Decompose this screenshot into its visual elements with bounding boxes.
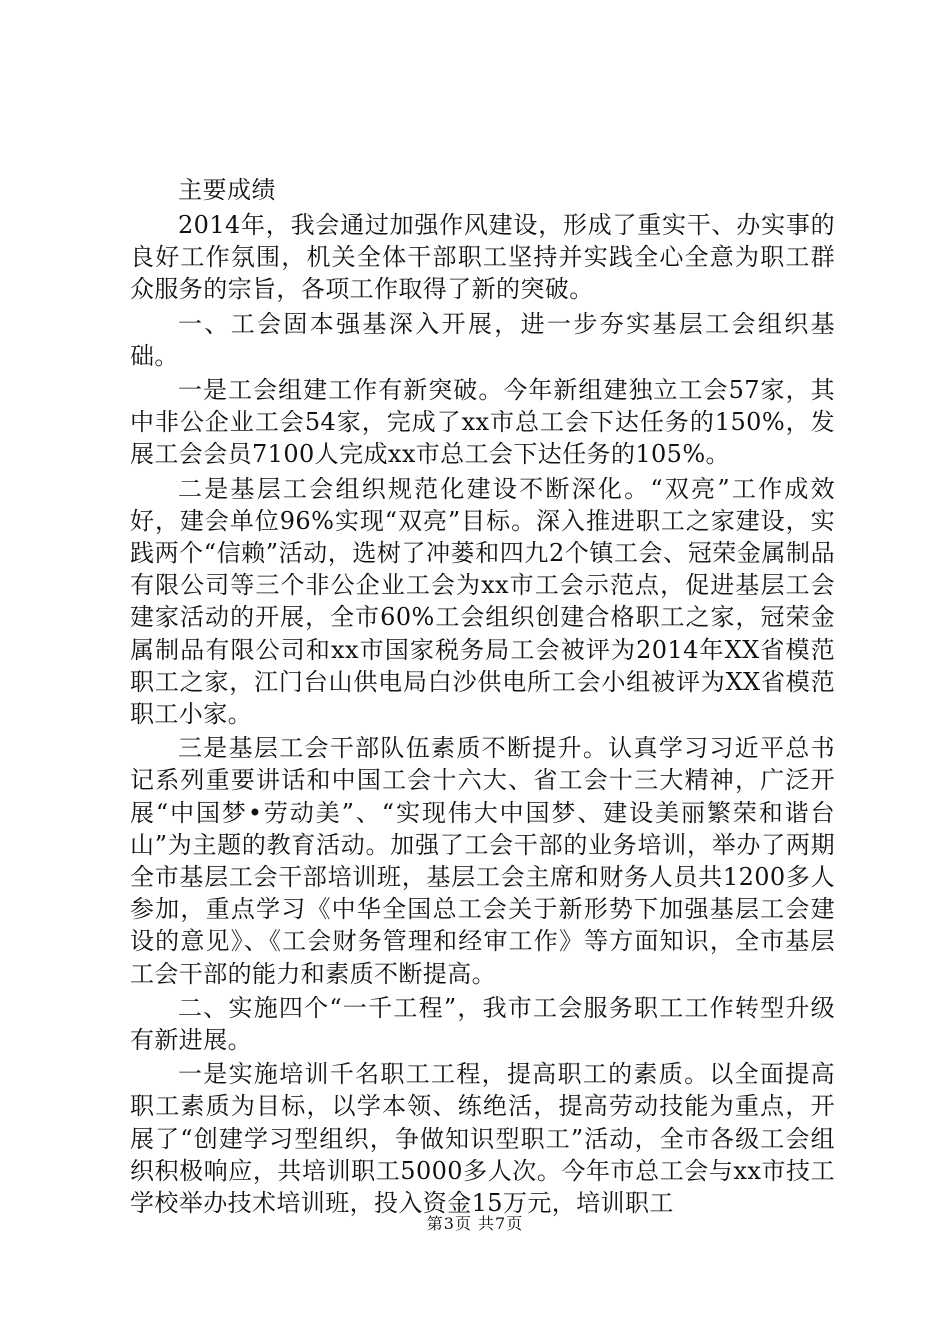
paragraph-section-two-title: 二、实施四个“一千工程”，我市工会服务职工工作转型升级有新进展。 [130,993,835,1055]
paragraph-section-one-title: 一、工会固本强基深入开展，进一步夯实基层工会组织基础。 [130,309,835,370]
page-number-footer: 第3页 共7页 [426,1214,524,1233]
paragraph-intro: 2014年，我会通过加强作风建设，形成了重实干、办实事的良好工作氛围，机关全体干部职工坚持并实践全心全意为职工群众服务的宗旨，各项工作取得了新的突破。 [130,211,835,304]
document-body [130,174,835,1221]
section-heading: 主要成绩 [178,176,276,204]
paragraph-standardization: 二是基层工会组织规范化建设不断深化。“双亮”工作成效好，建会单位96%实现“双亮”目标。深入推进职工之家建设，实践两个“信赖”活动，选树了冲蒌和四九2个镇工会、冠荣金属制品有限公司等三个非公企业工会为xx市工会示范点，促进基层工会建家活动的开展，全市60%工会组织创建合格职工之家，冠荣金属制品有限公司和xx市国家税务局工会被评为2014年XX省模范职工之家，江门台山供电局白沙供电所工会小组被评为XX省模范职工小家。 [130,474,835,729]
paragraph-union-establishment: 一是工会组建工作有新突破。今年新组建独立工会57家，其中非公企业工会54家，完成了xx市总工会下达任务的150%，发展工会会员7100人完成xx市总工会下达任务的105%。 [130,376,835,469]
paragraph-cadre-quality: 三是基层工会干部队伍素质不断提升。认真学习习近平总书记系列重要讲话和中国工会十六大、省工会十三大精神，广泛开展“中国梦•劳动美”、“实现伟大中国梦、建设美丽繁荣和谐台山”为主题的教育活动。加强了工会干部的业务培训，举办了两期全市基层工会干部培训班，基层工会主席和财务人员共1200多人参加，重点学习《中华全国总工会关于新形势下加强基层工会建设的意见》、《工会财务管理和经审工作》等方面知识，全市基层工会干部的能力和素质不断提高。 [130,734,835,988]
paragraph-training-project: 一是实施培训千名职工工程，提高职工的素质。以全面提高职工素质为目标，以学本领、练绝活，提高劳动技能为重点，开展了“创建学习型组织，争做知识型职工”活动，全市各级工会组织积极响应，共培训职工5000多人次。今年市总工会与xx市技工学校举办技术培训班，投入资金15万元，培训职工 [130,1060,835,1218]
